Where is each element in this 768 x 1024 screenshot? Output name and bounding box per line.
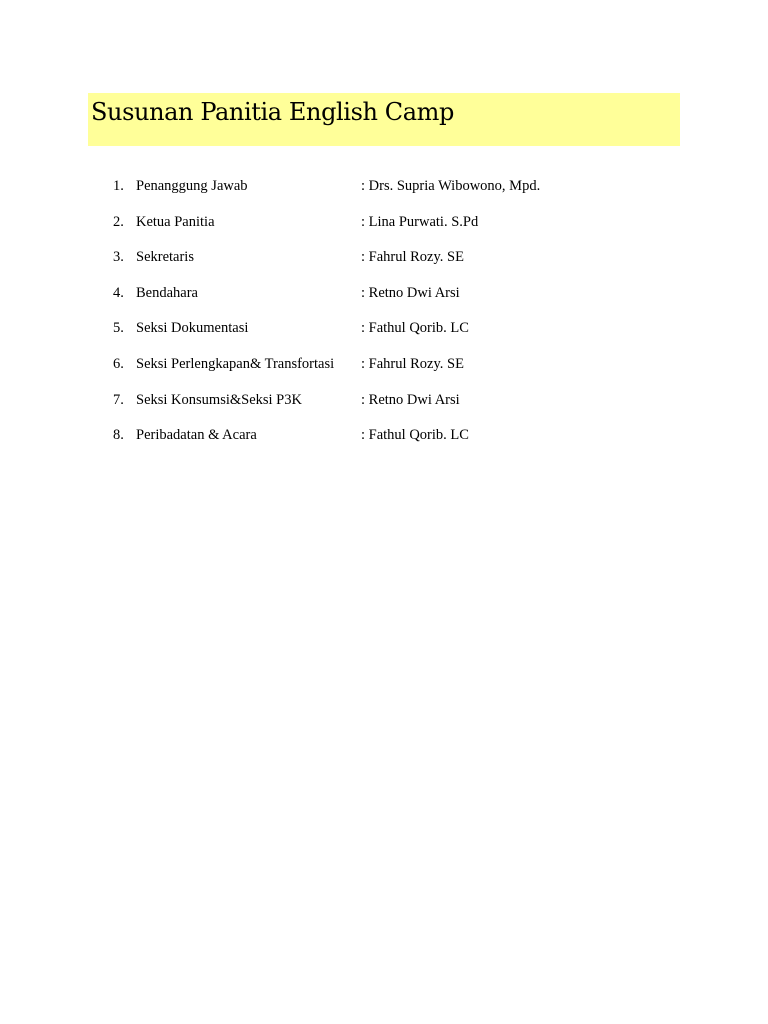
role-label: Peribadatan & Acara [136,427,257,444]
role-label: Seksi Dokumentasi [136,320,249,337]
member-name: : Retno Dwi Arsi [361,391,460,408]
list-item [0,175,768,211]
item-number: 1. [113,178,124,194]
item-number: 5. [113,320,124,337]
item-number: 6. [113,355,124,372]
role-label: Penanggung Jawab [136,178,248,194]
member-name: : Fahrul Rozy. SE [361,249,464,266]
list-item [0,246,768,282]
list-item [0,211,768,247]
page-title: Susunan Panitia English Camp [91,98,454,126]
list-item [0,282,768,318]
member-name: : Retno Dwi Arsi [361,284,460,301]
member-name: : Fahrul Rozy. SE [361,355,464,372]
list-item [0,317,768,353]
item-number: 2. [113,213,124,230]
item-number: 8. [113,427,124,444]
member-name: : Fathul Qorib. LC [361,427,469,444]
role-label: Seksi Perlengkapan& Transfortasi [136,355,335,372]
list-item [0,353,768,389]
role-label: Ketua Panitia [136,213,215,230]
member-name: : Fathul Qorib. LC [361,320,469,337]
list-item [0,424,768,460]
committee-list [0,175,768,460]
role-label: Sekretaris [136,249,194,266]
member-name: : Drs. Supria Wibowono, Mpd. [361,178,541,194]
item-number: 4. [113,284,124,301]
item-number: 7. [113,391,124,408]
item-number: 3. [113,249,124,266]
role-label: Bendahara [136,284,198,301]
member-name: : Lina Purwati. S.Pd [361,213,479,230]
role-label: Seksi Konsumsi&Seksi P3K [136,391,302,408]
title-highlight [88,93,680,146]
list-item [0,389,768,425]
